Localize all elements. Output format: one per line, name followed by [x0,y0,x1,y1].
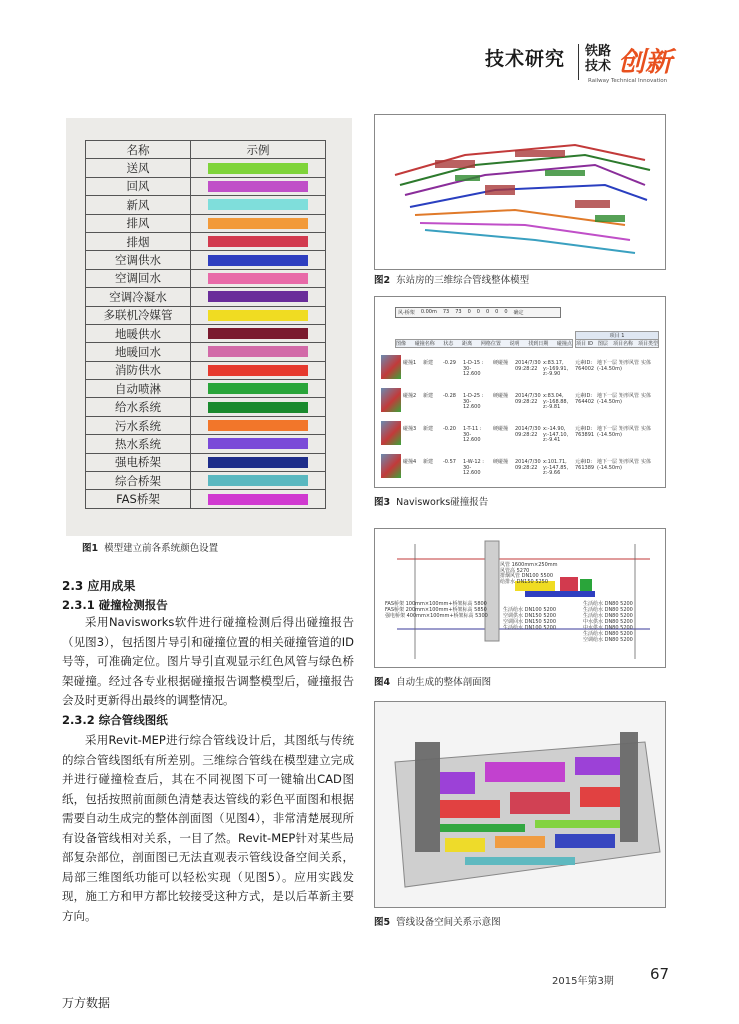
collision-status: 新建 [423,360,434,366]
col-3: 距离 [462,341,473,347]
legend-row [86,343,326,361]
collision-item-pname: 矩形风管 [619,459,640,465]
legend-row [86,159,326,177]
section-drawing-lines [375,529,665,667]
summary-tolerance: 0.00m [420,309,437,315]
legend-sample-cell [191,196,326,214]
legend-sample-cell [191,472,326,490]
item-col-3: 项目类型 [637,341,658,347]
legend-row [86,269,326,287]
legend-name: 排风 [86,214,191,232]
collision-name: 碰撞1 [403,360,417,366]
legend-color-swatch [208,438,308,449]
fig4-top-labels [500,563,558,585]
figure1-caption-text: 模型建立前各系统颜色设置 [104,543,219,554]
figure5-caption-text: 管线设备空间关系示意图 [396,917,501,928]
fig4-left-2: 强电桥架 400mm×100mm+桥架标高 5300 [385,613,488,619]
figure2-caption-no: 图2 [374,275,391,286]
legend-color-swatch [208,163,308,174]
legend-name: 空调冷凝水 [86,288,191,306]
legend-color-swatch [208,402,308,413]
legend-name: 给水系统 [86,398,191,416]
figure4-caption [374,674,491,688]
legend-row [86,232,326,250]
col-2: 状态 [443,341,454,347]
item-header: 项目 1 [575,331,659,340]
legend-color-swatch [208,291,308,302]
fig4-top-2: 排烟风管 DN100 5500 [500,573,554,579]
collision-item-type: 实体 [641,360,652,366]
legend-name: 热水系统 [86,435,191,453]
legend-color-swatch [208,328,308,339]
legend-name: 空调回水 [86,269,191,287]
summary-v6: 0 [504,309,508,315]
legend-color-swatch [208,218,308,229]
collision-item-layer: 地下一层 (-14.50m) [597,360,622,372]
legend-sample-cell [191,269,326,287]
legend-color-swatch [208,383,308,394]
legend-sample-cell [191,288,326,306]
figure5-caption-no: 图5 [374,917,391,928]
summary-v4: 0 [485,309,490,315]
figure2-image [374,114,666,270]
fig4-left-1: FAS桥架 200mm×100mm+桥架标高 5850 [385,607,487,613]
legend-color-swatch [208,494,308,505]
figure4-caption-no: 图4 [374,677,391,688]
legend-row [86,398,326,416]
brand-logo-text [585,44,611,74]
legend-row [86,251,326,269]
fig4-mid-3: 生活给水 DN100 5200 [503,625,557,631]
legend-row [86,288,326,306]
collision-grid: 1-W-12 : 30-12.600 [463,459,484,476]
collision-item-layer: 地下一层 (-14.50m) [597,426,622,438]
legend-row [86,196,326,214]
collision-dist: -0.29 [443,360,456,366]
report-summary [395,307,561,318]
brand-line2: 技术 [585,59,612,74]
header-separator [578,44,579,80]
legend-name: 综合桥架 [86,472,191,490]
fig4-right-5: 生活给水 DN80 5200 [583,631,633,637]
legend-row [86,177,326,195]
summary-v5: 0 [495,309,499,315]
item-col-1: 图层 [597,341,608,347]
paragraph-1: 采用Navisworks软件进行碰撞检测后得出碰撞报告（见图3），包括图片导引和碰撞位置的相关碰撞管道的ID号等，可准确定位。图片导引直观显示红色风管与绿色桥架碰撞。经过各专业根据碰撞报告调整模型后，碰撞报告会及时更新得出最终的调整情况。 [62,615,354,707]
legend-sample-cell [191,177,326,195]
color-legend-table [85,140,326,509]
collision-thumbnail [381,454,401,478]
item-col-row [575,339,659,348]
legend-row [86,324,326,342]
collision-dist: -0.28 [443,393,456,399]
collision-date: 2014/7/30 09:28:22 [515,360,541,372]
figure3-caption-no: 图3 [374,497,391,508]
fig4-right-4: 中水供水 DN80 5200 [583,625,633,631]
summary-v0: 73 [442,309,450,315]
figure3-caption [374,494,488,508]
collision-desc: 硬碰撞 [493,426,509,432]
collision-item-id: 元素ID: 761389 [575,459,595,471]
legend-row [86,361,326,379]
summary-v3: 0 [476,309,480,315]
legend-name: FAS桥架 [86,490,191,508]
collision-item-layer: 地下一层 (-14.50m) [597,393,622,405]
collision-thumbnail [381,355,401,379]
collision-date: 2014/7/30 09:28:22 [515,459,541,471]
collision-name: 碰撞2 [403,393,417,399]
section-heading: 2.3 应用成果 [62,579,136,593]
legend-row [86,453,326,471]
collision-item-type: 实体 [641,393,652,399]
legend-name: 消防供水 [86,361,191,379]
fig4-top-0: 风管 1600mm×250mm [500,562,558,568]
legend-name: 排烟 [86,232,191,250]
figure2-caption [374,272,529,286]
legend-sample-cell [191,251,326,269]
collision-item-type: 实体 [641,459,652,465]
legend-col-name: 名称 [86,141,191,159]
legend-sample-cell [191,324,326,342]
collision-name: 碰撞3 [403,426,417,432]
legend-sample-cell [191,435,326,453]
collision-item-id: 元素ID: 764402 [575,393,595,405]
fig4-left-0: FAS桥架 100mm×100mm+桥架标高 5800 [385,601,487,607]
legend-color-swatch [208,199,308,210]
legend-name: 自动喷淋 [86,380,191,398]
collision-status: 新建 [423,426,434,432]
fig4-right-3: 中水供水 DN80 5200 [583,619,633,625]
brand-logo-big: 创新 [618,47,672,78]
equipment-spatial-3d-graphic [375,702,665,907]
fig4-right-2: 生活给水 DN80 5200 [583,613,633,619]
fig4-right-6: 空调给水 DN80 5200 [583,637,633,643]
legend-name: 空调供水 [86,251,191,269]
legend-color-swatch [208,475,308,486]
legend-row [86,490,326,508]
watermark: 万方数据 [62,996,111,1010]
legend-color-swatch [208,346,308,357]
collision-date: 2014/7/30 09:28:22 [515,426,541,438]
collision-desc: 硬碰撞 [493,393,509,399]
fig4-mid-2: 空调回水 DN150 5200 [503,619,557,625]
summary-status: 确定 [513,310,524,316]
legend-sample-cell [191,416,326,434]
legend-color-swatch [208,365,308,376]
fig4-mid-1: 空调供水 DN150 5200 [503,613,557,619]
fig4-right-1: 生活给水 DN80 5200 [583,607,633,613]
figure3-image [374,296,666,488]
legend-name: 多联机冷媒管 [86,306,191,324]
report-col-row [395,339,573,348]
collision-item-id: 元素ID: 763891 [575,426,595,438]
legend-color-swatch [208,420,308,431]
fig4-top-3: 给排水 DN150 5250 [500,578,549,585]
fig4-top-1: 风管高 5270 [500,567,530,574]
legend-name: 回风 [86,177,191,195]
legend-sample-cell [191,453,326,471]
legend-name: 污水系统 [86,416,191,434]
subsection-heading-2: 2.3.2 综合管线图纸 [62,713,168,727]
legend-sample-cell [191,490,326,508]
pipeline-3d-model-graphic [375,115,665,269]
legend-row [86,214,326,232]
summary-label: 风-桥架 [398,310,415,316]
legend-sample-cell [191,380,326,398]
issue-date: 2015年第3期 [552,976,614,987]
figure1-caption [82,540,218,554]
collision-grid: 1-D-15 : 30-12.600 [463,360,484,377]
legend-header-row [86,141,326,159]
legend-name: 地暖回水 [86,343,191,361]
brand-line1: 铁路 [585,44,612,59]
col-4: 网格位置 [480,341,501,347]
collision-dist: -0.57 [443,459,456,465]
collision-item-id: 元素ID: 764002 [575,360,595,372]
figure4-image [374,528,666,668]
legend-color-swatch [208,457,308,468]
legend-col-sample: 示例 [191,141,326,159]
item-col-0: 项目 ID [576,341,593,347]
fig4-right-0: 生活给水 DN80 5200 [583,601,633,607]
summary-v1: 73 [455,309,462,315]
collision-thumbnail [381,421,401,445]
fig4-right-labels [583,601,633,643]
collision-name: 碰撞4 [403,459,417,465]
legend-sample-cell [191,361,326,379]
figure2-caption-text: 东站房的三维综合管线整体模型 [396,275,530,286]
legend-sample-cell [191,232,326,250]
collision-desc: 硬碰撞 [493,459,509,465]
collision-status: 新建 [423,393,434,399]
collision-date: 2014/7/30 09:28:22 [515,393,541,405]
legend-row [86,306,326,324]
legend-name: 强电桥架 [86,453,191,471]
legend-color-swatch [208,181,308,192]
legend-color-swatch [208,273,308,284]
col-0: 图像 [396,341,407,347]
legend-row [86,416,326,434]
collision-desc: 硬碰撞 [493,360,509,366]
column-title: 技术研究 [485,48,566,70]
collision-item-pname: 矩形风管 [619,393,640,399]
brand-english: Railway Technical Innovation [588,78,668,84]
fig4-mid-0: 生活给水 DN100 5200 [503,607,557,613]
legend-sample-cell [191,214,326,232]
collision-item-pname: 矩形风管 [619,426,640,432]
legend-sample-cell [191,398,326,416]
legend-row [86,472,326,490]
figure3-caption-text: Navisworks碰撞报告 [396,497,489,508]
col-6: 找到日期 [528,341,549,347]
legend-name: 送风 [86,159,191,177]
summary-v2: 0 [467,309,471,315]
paragraph-2: 采用Revit-MEP进行综合管线设计后，其图纸与传统的综合管线图纸有所差别。三维综合管线在模型建立完成并进行碰撞检查后，其在不同视图下可一键输出CAD图纸，包括按照前面颜色清楚表达管线的彩色平面图和根据需要自动生成完的整体剖面图（见图4），非常清楚展现所有设备管线相对关系，一目了然。Revit-MEP针对某些局部复杂部位，剖面图已无法直观表示管线设备空间关系，局部三维图纸功能可以轻松实现（见图5）。应用实践发现，施工方和甲方都比较接受这种方式，是以后革新主要方向。 [62,733,354,923]
legend-row [86,380,326,398]
figure1-caption-no: 图1 [82,543,99,554]
legend-row [86,435,326,453]
collision-status: 新建 [423,459,434,465]
collision-pt: x:-14.90, y:-147.10, z:-9.41 [543,426,569,443]
legend-color-swatch [208,255,308,266]
fig4-mid-labels [503,607,556,631]
legend-name: 新风 [86,196,191,214]
col-7: 碰撞点 [556,341,572,347]
legend-sample-cell [191,306,326,324]
col-1: 碰撞名称 [414,341,435,347]
collision-pt: x:83.04, y:-168.88, z:-9.81 [543,393,569,410]
legend-name: 地暖供水 [86,324,191,342]
figure5-image [374,701,666,908]
collision-grid: 1-T-11 : 30-12.600 [463,426,482,443]
collision-grid: 1-D-25 : 30-12.600 [463,393,484,410]
collision-item-layer: 地下一层 (-14.50m) [597,459,622,471]
collision-thumbnail [381,388,401,412]
collision-pt: x:101.71, y:-147.85, z:-9.66 [543,459,569,476]
subsection-heading-1: 2.3.1 碰撞检测报告 [62,598,168,612]
fig4-left-labels [385,601,488,619]
item-col-2: 项目名称 [612,341,633,347]
col-5: 说明 [509,341,520,347]
collision-pt: x:83.17, y:-169.91, z:-9.90 [543,360,569,377]
legend-color-swatch [208,236,308,247]
legend-color-swatch [208,310,308,321]
figure4-caption-text: 自动生成的整体剖面图 [396,677,492,688]
page-number: 67 [650,965,670,983]
collision-dist: -0.20 [443,426,456,432]
collision-item-type: 实体 [641,426,652,432]
collision-item-pname: 矩形风管 [619,360,640,366]
legend-sample-cell [191,343,326,361]
legend-sample-cell [191,159,326,177]
figure5-caption [374,914,501,928]
